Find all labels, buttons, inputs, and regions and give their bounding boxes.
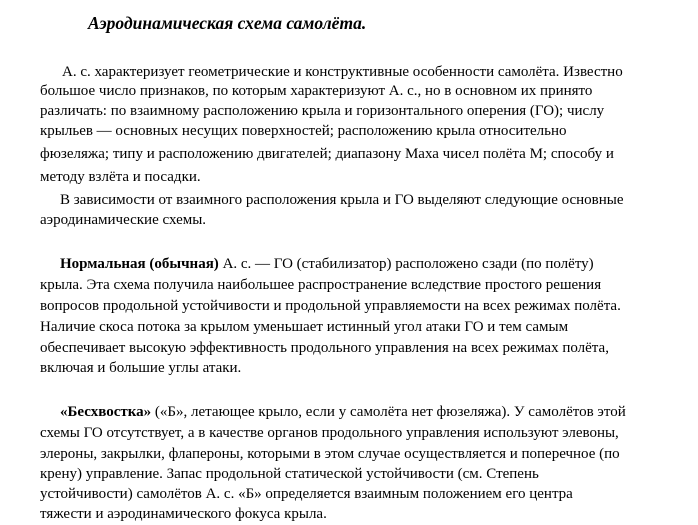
text-line: элероны, закрылки, флапероны, которыми в этом случае осуществляется и поперечное (по [40,446,620,462]
normal-scheme-first-line: А. с. — ГО (стабилизатор) расположено сзади (по полёту) [218,256,594,272]
text-line: крыла. Эта схема получила наибольшее распространение вследствие простого решения [40,277,602,293]
text-line [60,403,626,422]
text-line: крыльев — основных несущих поверхностей; расположению крыла относительно [40,123,567,139]
text-line: методу взлёта и посадки. [40,169,201,185]
text-line: включая и большие углы атаки. [40,360,242,376]
text-line: А. с. характеризует геометрические и конструктивные особенности самолёта. Известно [62,64,623,80]
text-line: обеспечивает высокую эффективность продольного управления на всех режимах полёта, [40,340,609,356]
text-line: крену) управление. Запас продольной статической устойчивости (см. Степень [40,466,539,482]
text-line: аэродинамические схемы. [40,212,207,228]
tailless-scheme-term: «Бесхвостка» [60,404,152,420]
text-line: Наличие скоса потока за крылом уменьшает истинный угол атаки ГО и тем самым [40,319,569,335]
normal-scheme-term: Нормальная (обычная) [60,256,219,272]
text-line: тяжести и аэродинамического фокуса крыла. [40,506,327,522]
text-line: В зависимости от взаимного расположения крыла и ГО выделяют следующие основные [60,192,624,208]
page-title: Аэродинамическая схема самолёта. [88,13,367,33]
text-line: устойчивости) самолётов А. с. «Б» определяется взаимным положением его центра [40,486,573,502]
text-line: различать: по взаимному расположению крыла и горизонтального оперения (ГО); числу [40,103,605,119]
text-line [60,255,594,274]
text-line: схемы ГО отсутствует, а в качестве органов продольного управления используют элевоны, [40,425,619,441]
text-line: фюзеляжа; типу и расположению двигателей; диапазону Маха чисел полёта М; способу и [40,146,614,162]
text-line: большое число признаков, по которым характеризуют А. с., но в основном их принято [40,83,593,99]
tailless-scheme-first-line: («Б», летающее крыло, если у самолёта нет фюзеляжа). У самолётов этой [151,404,626,420]
text-line: вопросов продольной устойчивости и продольной управляемости на всех режимах полёта. [40,298,621,314]
